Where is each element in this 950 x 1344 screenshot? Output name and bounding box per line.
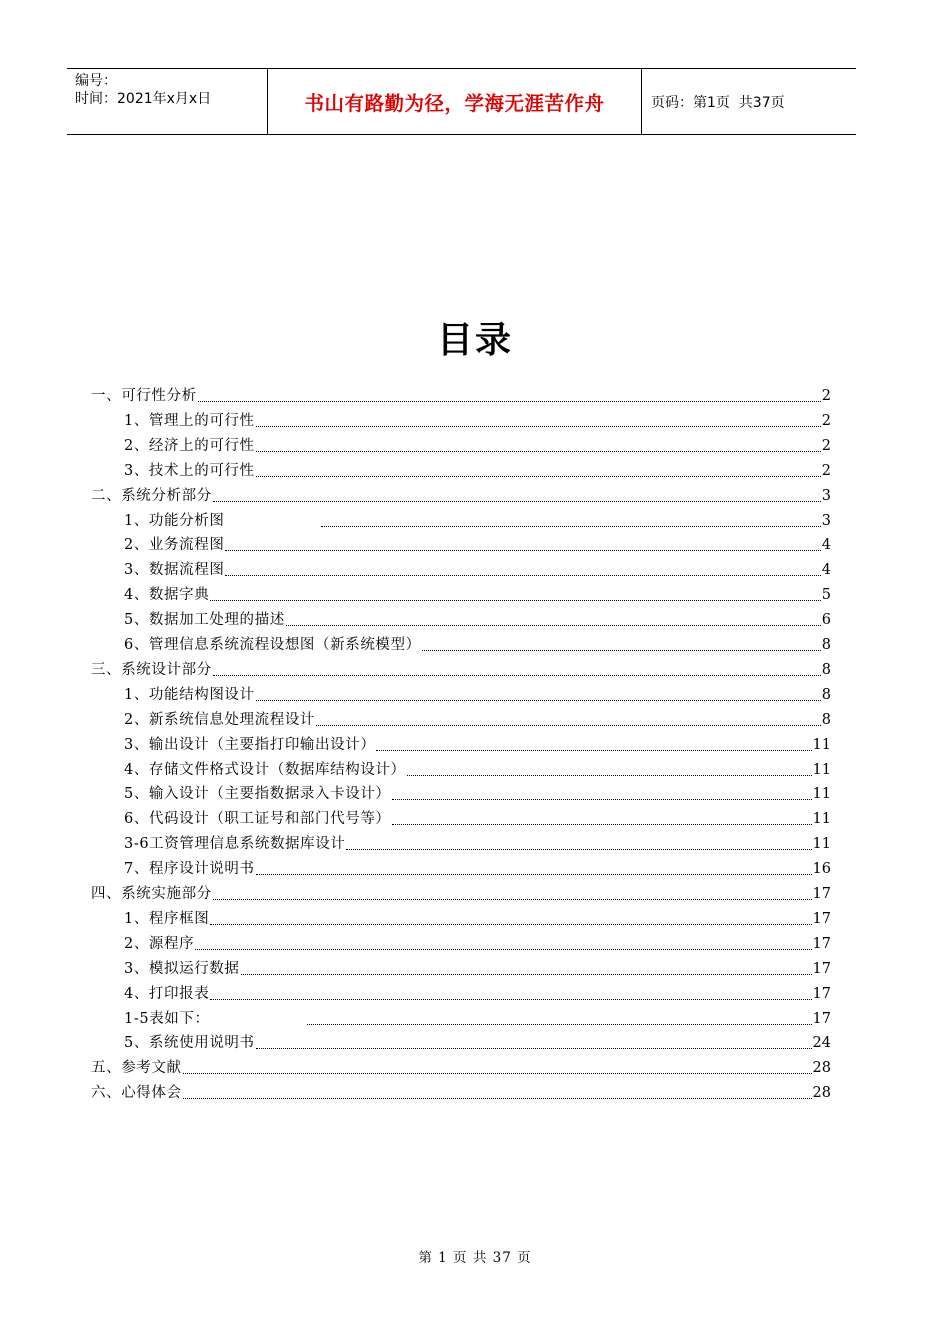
toc-entry	[124, 683, 831, 705]
toc-leader-dots	[213, 674, 821, 676]
toc-entry-page: 8	[821, 637, 831, 653]
toc-leader-dots	[307, 1023, 812, 1025]
toc-entry-label: 3-6工资管理信息系统数据库设计	[124, 836, 346, 853]
toc-leader-dots	[225, 549, 820, 551]
toc-entry	[91, 658, 831, 680]
toc-leader-dots	[210, 599, 820, 601]
header-page-info	[642, 69, 856, 134]
toc-entry-label: 4、数据字典	[124, 587, 210, 604]
toc-entry-label: 一、可行性分析	[91, 388, 197, 404]
toc-entry-page: 2	[821, 388, 831, 404]
toc-entry	[124, 558, 831, 580]
toc-entry-page: 28	[812, 1085, 831, 1102]
toc-entry	[91, 882, 831, 904]
toc-entry	[124, 733, 831, 755]
toc-leader-dots	[213, 898, 812, 900]
toc-entry-page: 8	[821, 686, 831, 703]
toc-entry-page: 17	[812, 960, 831, 977]
toc-leader-dots	[346, 848, 811, 850]
toc-entry	[124, 533, 831, 555]
toc-leader-dots	[225, 574, 820, 576]
toc-entry-label: 7、程序设计说明书	[124, 861, 255, 878]
toc-entry	[91, 1081, 831, 1103]
header-meta	[67, 69, 268, 134]
toc-leader-dots	[183, 1072, 812, 1074]
toc-entry-label: 1、功能结构图设计	[124, 686, 255, 703]
toc-leader-dots	[316, 724, 821, 726]
toc-title: 目录	[436, 320, 513, 361]
toc-entry	[124, 857, 831, 879]
toc-entry-page: 11	[812, 786, 831, 803]
toc-entry	[124, 982, 831, 1004]
toc-leader-dots	[210, 998, 811, 1000]
toc-entry	[124, 782, 831, 804]
toc-entry-label: 2、业务流程图	[124, 537, 225, 554]
toc-entry-page: 11	[812, 736, 831, 753]
toc-entry-page: 17	[812, 1010, 831, 1027]
toc-leader-dots	[256, 873, 812, 875]
toc-entry-label: 1、程序框图	[124, 910, 210, 927]
toc-leader-dots	[321, 525, 820, 527]
toc-leader-dots	[392, 823, 812, 825]
toc-entry-label: 6、管理信息系统流程设想图（新系统模型）	[124, 637, 421, 653]
page-info-text: 页码：第1页 共37页	[651, 94, 785, 111]
toc-entry	[124, 583, 831, 605]
toc-leader-dots	[256, 699, 821, 701]
toc-entry-label: 二、系统分析部分	[91, 487, 212, 504]
toc-leader-dots	[241, 973, 812, 975]
toc-entry-label: 2、源程序	[124, 935, 195, 952]
toc-entry-page: 11	[812, 811, 831, 828]
toc-leader-dots	[256, 475, 821, 477]
toc-entry-label: 四、系统实施部分	[91, 886, 212, 902]
toc-entry	[124, 1007, 831, 1029]
toc-entry	[124, 509, 831, 531]
toc-entry-page: 2	[821, 462, 831, 479]
toc-entry-page: 16	[812, 861, 831, 878]
toc-entry-page: 17	[812, 935, 831, 952]
toc-entry	[124, 832, 831, 854]
toc-entry-label: 5、数据加工处理的描述	[124, 612, 285, 629]
toc-entry-page: 2	[821, 412, 831, 429]
toc-leader-dots	[422, 649, 821, 651]
toc-entry-page: 11	[812, 836, 831, 853]
serial-number-label: 编号：	[75, 73, 117, 89]
toc-entry	[124, 807, 831, 829]
toc-entry-page: 17	[812, 985, 831, 1002]
toc-entry	[124, 932, 831, 954]
toc-entry	[91, 384, 831, 406]
toc-entry-page: 28	[812, 1060, 831, 1077]
toc-entry-label: 3、技术上的可行性	[124, 462, 255, 479]
toc-entry	[124, 434, 831, 456]
toc-entry-label: 6、代码设计（职工证号和部门代号等）	[124, 811, 391, 828]
time-label: 时间：2021年x月x日	[75, 91, 212, 107]
toc-entry	[124, 633, 831, 655]
toc-leader-dots	[183, 1097, 812, 1099]
toc-entry-label: 4、存储文件格式设计（数据库结构设计）	[124, 761, 406, 778]
toc-entry-label: 5、输入设计（主要指数据录入卡设计）	[124, 786, 391, 803]
toc-entry-label: 3、模拟运行数据	[124, 960, 240, 977]
toc-entry	[124, 708, 831, 730]
toc-leader-dots	[198, 400, 821, 402]
toc-entry	[124, 758, 831, 780]
toc-entry-label: 三、系统设计部分	[91, 661, 212, 678]
toc-entry-page: 4	[821, 537, 831, 554]
toc-entry-label: 5、系统使用说明书	[124, 1035, 255, 1052]
toc-entry	[124, 608, 831, 630]
toc-entry-label: 六、心得体会	[91, 1085, 182, 1102]
toc-entry-page: 3	[821, 487, 831, 504]
toc-entry-page: 6	[821, 612, 831, 629]
toc-entry-label: 4、打印报表	[124, 985, 210, 1002]
toc-leader-dots	[407, 774, 812, 776]
toc-entry-label: 2、新系统信息处理流程设计	[124, 711, 316, 728]
toc-leader-dots	[213, 500, 821, 502]
toc-leader-dots	[392, 798, 812, 800]
toc-entry	[124, 957, 831, 979]
page-footer: 第 1 页 共 37 页	[418, 1250, 532, 1266]
toc-entry-page: 11	[812, 761, 831, 778]
toc-entry	[124, 409, 831, 431]
toc-leader-dots	[256, 425, 821, 427]
toc-entry-label: 2、经济上的可行性	[124, 437, 255, 454]
toc-entry-label: 1、管理上的可行性	[124, 412, 255, 429]
toc-entry	[124, 459, 831, 481]
toc-entry-label: 3、输出设计（主要指打印输出设计）	[124, 736, 376, 753]
toc-leader-dots	[256, 450, 821, 452]
toc-leader-dots	[195, 948, 811, 950]
toc-entry-page: 17	[812, 886, 831, 902]
toc-entry-page: 17	[812, 910, 831, 927]
toc-entry	[124, 1031, 831, 1053]
toc-entry-page: 8	[821, 661, 831, 678]
toc-entry-label: 1-5表如下：	[124, 1010, 210, 1027]
toc-entry-page: 2	[821, 437, 831, 454]
page-header	[67, 68, 856, 135]
toc-entry-page: 4	[821, 562, 831, 579]
toc-entry-page: 3	[821, 512, 831, 529]
toc-entry-label: 五、参考文献	[91, 1060, 182, 1077]
toc-entry	[91, 484, 831, 506]
toc-leader-dots	[210, 923, 811, 925]
toc-leader-dots	[376, 749, 811, 751]
toc-entry	[91, 1056, 831, 1078]
toc-leader-dots	[286, 624, 821, 626]
toc-entry-page: 24	[812, 1035, 831, 1052]
toc-entry-label: 1、功能分析图	[124, 512, 225, 529]
toc-entry-page: 5	[821, 587, 831, 604]
toc-entry	[124, 907, 831, 929]
toc-entry-page: 8	[821, 711, 831, 728]
toc-leader-dots	[256, 1047, 812, 1049]
toc-entry-label: 3、数据流程图	[124, 562, 225, 579]
header-motto: 书山有路勤为径，学海无涯苦作舟	[268, 69, 642, 134]
